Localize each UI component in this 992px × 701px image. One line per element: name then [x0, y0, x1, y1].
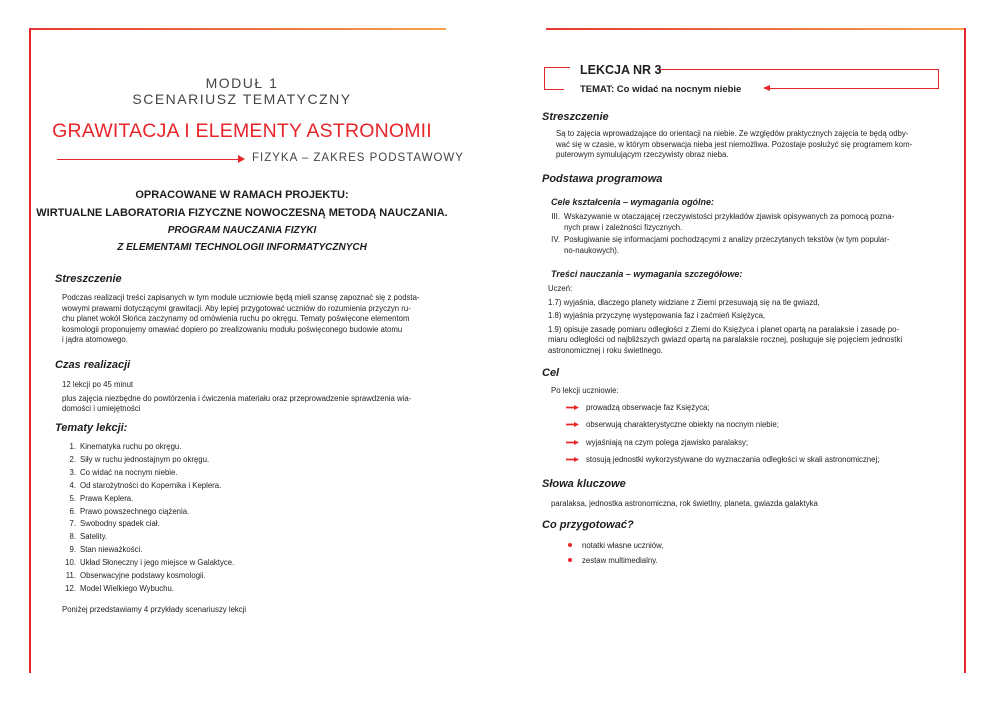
general-goal-line: Wskazywanie w otaczającej rzeczywistości przykładów zjawisk opisywanych za pomocą pozna-: [564, 212, 895, 221]
topic-text: Satelity.: [80, 532, 108, 542]
document-title: GRAWITACJA I ELEMENTY ASTRONOMII: [52, 120, 432, 142]
specific-line: astronomicznej i roku świetlnego.: [548, 345, 663, 355]
closing-text: Poniżej przedstawiamy 4 przykłady scenariuszy lekcji: [62, 605, 247, 614]
specific-goals-heading: Treści nauczania – wymagania szczegółowe:: [551, 269, 743, 279]
topic-item: [62, 557, 234, 570]
module-number: MODUŁ 1: [205, 75, 279, 91]
general-goals-list: [542, 212, 962, 258]
summary-heading: Streszczenie: [55, 273, 122, 285]
general-goal-item: [542, 212, 962, 233]
arrow-left-icon: [763, 85, 770, 91]
summary-line: Są to zajęcia wprowadzające do orientacji na niebie. Ze względów praktycznych zajęcia te będą odby-: [556, 129, 909, 138]
lesson-number: LEKCJA NR 3: [580, 63, 662, 77]
goal-text: obserwują charakterystyczne obiekty na nocnym niebie;: [586, 420, 779, 430]
specific-line: 1.8) wyjaśnia przyczynę występowania faz i zaćmień Księżyca,: [548, 311, 766, 321]
summary-line: puterowym symulującym rzeczywisty obraz nieba.: [556, 150, 729, 159]
project-line-2: WIRTUALNE LABORATORIA FIZYCZNE NOWOCZESNĄ METODĄ NAUCZANIA.: [36, 207, 448, 219]
general-goal-line: no-naukowych).: [564, 245, 620, 255]
lesson-line-right-top: [657, 69, 939, 70]
summary-line: kosmologii proponujemy omawiać dopiero po zrealizowaniu modułu poświęconego budowie atomu: [62, 324, 403, 334]
arrow-right-icon: [566, 405, 579, 410]
arrow-right-icon: [566, 422, 579, 427]
topic-text: Model Wielkiego Wybuchu.: [80, 583, 174, 593]
right-summary-heading: Streszczenie: [542, 111, 609, 123]
summary-line: Podczas realizacji treści zapisanych w tym module uczniowie będą mieli szansę zapoznać się z podsta-: [62, 293, 420, 302]
time-line: domości i umiejętności: [62, 404, 141, 413]
lesson-bracket-bottom: [544, 89, 564, 90]
goal-text: prowadzą obserwacje faz Księżyca;: [586, 403, 710, 412]
goal-intro: Po lekcji uczniowie:: [551, 386, 619, 395]
right-summary-text: [556, 129, 956, 161]
prepare-heading: Co przygotować?: [542, 519, 634, 531]
topic-number: 6.: [69, 506, 76, 516]
topic-item: [62, 544, 234, 557]
left-top-rule: [30, 28, 446, 30]
time-line: 12 lekcji po 45 minut: [62, 380, 134, 389]
right-border-line: [964, 28, 966, 673]
goals-list: [554, 402, 954, 471]
general-goal-item: [542, 235, 962, 256]
topic-text: Co widać na nocnym niebie.: [80, 467, 178, 477]
topic-number: 5.: [69, 493, 76, 503]
topic-item: [62, 454, 234, 467]
topic-item: [62, 480, 234, 493]
topic-number: 2.: [69, 454, 76, 464]
prepare-item: [562, 540, 862, 555]
topic-number: 11.: [65, 571, 76, 581]
arrow-right-icon: [238, 155, 245, 163]
topic-number: 10.: [65, 558, 76, 568]
topic-text: Od starożytności do Kopernika i Keplera.: [80, 480, 222, 490]
specific-line: 1.7) wyjaśnia, dlaczego planety widziane z Ziemi przesuwają się na tle gwiazd,: [548, 297, 820, 307]
specific-text: [548, 284, 963, 357]
roman-numeral: III.: [551, 212, 560, 221]
arrow-right-icon: [566, 457, 579, 462]
topic-number: 12.: [65, 583, 76, 593]
topics-list: [62, 441, 234, 596]
topic-number: 7.: [69, 519, 76, 529]
topics-heading: Tematy lekcji:: [55, 422, 128, 434]
topic-text: Prawa Keplera.: [80, 493, 134, 503]
summary-line: wać się w czasie, w którym obserwacja nieba jest niemożliwa. Pozostaje posłużyć się programem kom-: [556, 139, 913, 149]
module-label: [32, 75, 452, 107]
specific-line: 1.9) opisuje zasadę pomiaru odległości z Ziemi do Księżyca i planet opartą na paralaksie i zasadę po-: [548, 324, 900, 334]
keywords-text: paralaksa, jednostka astronomiczna, rok świetlny, planeta, gwiazda galaktyka: [551, 499, 818, 508]
summary-text: [62, 293, 462, 346]
general-goals-heading: Cele kształcenia – wymagania ogólne:: [551, 197, 715, 207]
time-line: plus zajęcia niezbędne do powtórzenia i ćwiczenia materiału oraz przeprowadzenie sprawdzenia wia-: [62, 393, 412, 403]
summary-line: wowymi prawami dotyczącymi grawitacji. Aby lepiej przygotować uczniów do rozumienia przyczyn ru-: [62, 303, 411, 313]
goal-item: [554, 419, 954, 436]
topic-item: [62, 493, 234, 506]
lesson-bracket-left: [544, 67, 545, 89]
topic-number: 1.: [69, 442, 76, 451]
topic-item: [62, 583, 234, 596]
lesson-line-right-vert: [938, 69, 939, 89]
prepare-item: [562, 555, 862, 570]
goal-text: stosują jednostki wykorzystywane do wyznaczania odległości w skali astronomicznej;: [586, 454, 880, 464]
topic-text: Kinematyka ruchu po okręgu.: [80, 442, 182, 451]
summary-line: chu planet wokół Słońca zaczynamy od omówienia ruchu po okręgu. Tematy poświęcone elementom: [62, 314, 410, 323]
goal-item: [554, 437, 954, 454]
topic-item: [62, 531, 234, 544]
topic-number: 8.: [69, 532, 76, 542]
topic-text: Siły w ruchu jednostajnym po okręgu.: [80, 454, 210, 464]
time-text: [62, 380, 462, 415]
bullet-icon: [568, 558, 572, 562]
topic-item: [62, 441, 234, 454]
summary-line: i jądra atomowego.: [62, 335, 128, 344]
topic-item: [62, 506, 234, 519]
topic-text: Obserwacyjne podstawy kosmologii.: [80, 571, 206, 581]
topic-item: [62, 570, 234, 583]
subject-label: FIZYKA – ZAKRES PODSTAWOWY: [252, 152, 464, 164]
topic-number: 9.: [69, 545, 76, 555]
prepare-text: zestaw multimedialny.: [582, 555, 658, 565]
goal-text: wyjaśniają na czym polega zjawisko paralaksy;: [586, 437, 749, 447]
topic-text: Układ Słoneczny i jego miejsce w Galaktyce.: [80, 558, 235, 568]
project-line-3: PROGRAM NAUCZANIA FIZYKI: [167, 225, 317, 236]
program-heading: Podstawa programowa: [542, 173, 663, 185]
topic-item: [62, 467, 234, 480]
roman-numeral: IV.: [551, 235, 560, 244]
specific-line: Uczeń:: [548, 284, 573, 293]
right-top-rule: [546, 28, 964, 30]
project-line-4: Z ELEMENTAMI TECHNOLOGII INFORMATYCZNYCH: [117, 242, 367, 253]
goal-item: [554, 454, 954, 471]
topic-number: 4.: [69, 480, 76, 490]
left-border-line: [29, 28, 31, 673]
time-heading: Czas realizacji: [55, 359, 131, 371]
prepare-text: notatki własne uczniów,: [582, 541, 664, 550]
topic-number: 3.: [69, 467, 76, 477]
topic-item: [62, 518, 234, 531]
lesson-topic: TEMAT: Co widać na nocnym niebie: [580, 84, 742, 95]
goal-heading: Cel: [542, 367, 560, 379]
keywords-heading: Słowa kluczowe: [542, 478, 626, 490]
specific-line: miaru odległości od najbliższych gwiazd opartą na paralaksie rocznej, posługuje się pojęciem jednostki: [548, 335, 903, 345]
topic-text: Swobodny spadek ciał.: [80, 519, 160, 529]
topic-text: Prawo powszechnego ciążenia.: [80, 506, 190, 516]
scenario-label: SCENARIUSZ TEMATYCZNY: [132, 91, 352, 107]
lesson-line-right-bottom: [770, 88, 939, 89]
goal-item: [554, 402, 954, 419]
general-goal-line: nych praw i zależności fizycznych.: [564, 222, 683, 232]
bullet-icon: [568, 543, 572, 547]
topic-text: Stan nieważkości.: [80, 545, 143, 555]
project-line-1: OPRACOWANE W RAMACH PROJEKTU:: [135, 189, 349, 201]
lesson-bracket-top: [544, 67, 570, 68]
subject-line: [57, 159, 240, 160]
arrow-right-icon: [566, 440, 579, 445]
prepare-list: [562, 540, 862, 569]
general-goal-line: Posługiwanie się informacjami pochodzącymi z analizy przeczytanych tekstów (w tym popular-: [564, 235, 890, 244]
